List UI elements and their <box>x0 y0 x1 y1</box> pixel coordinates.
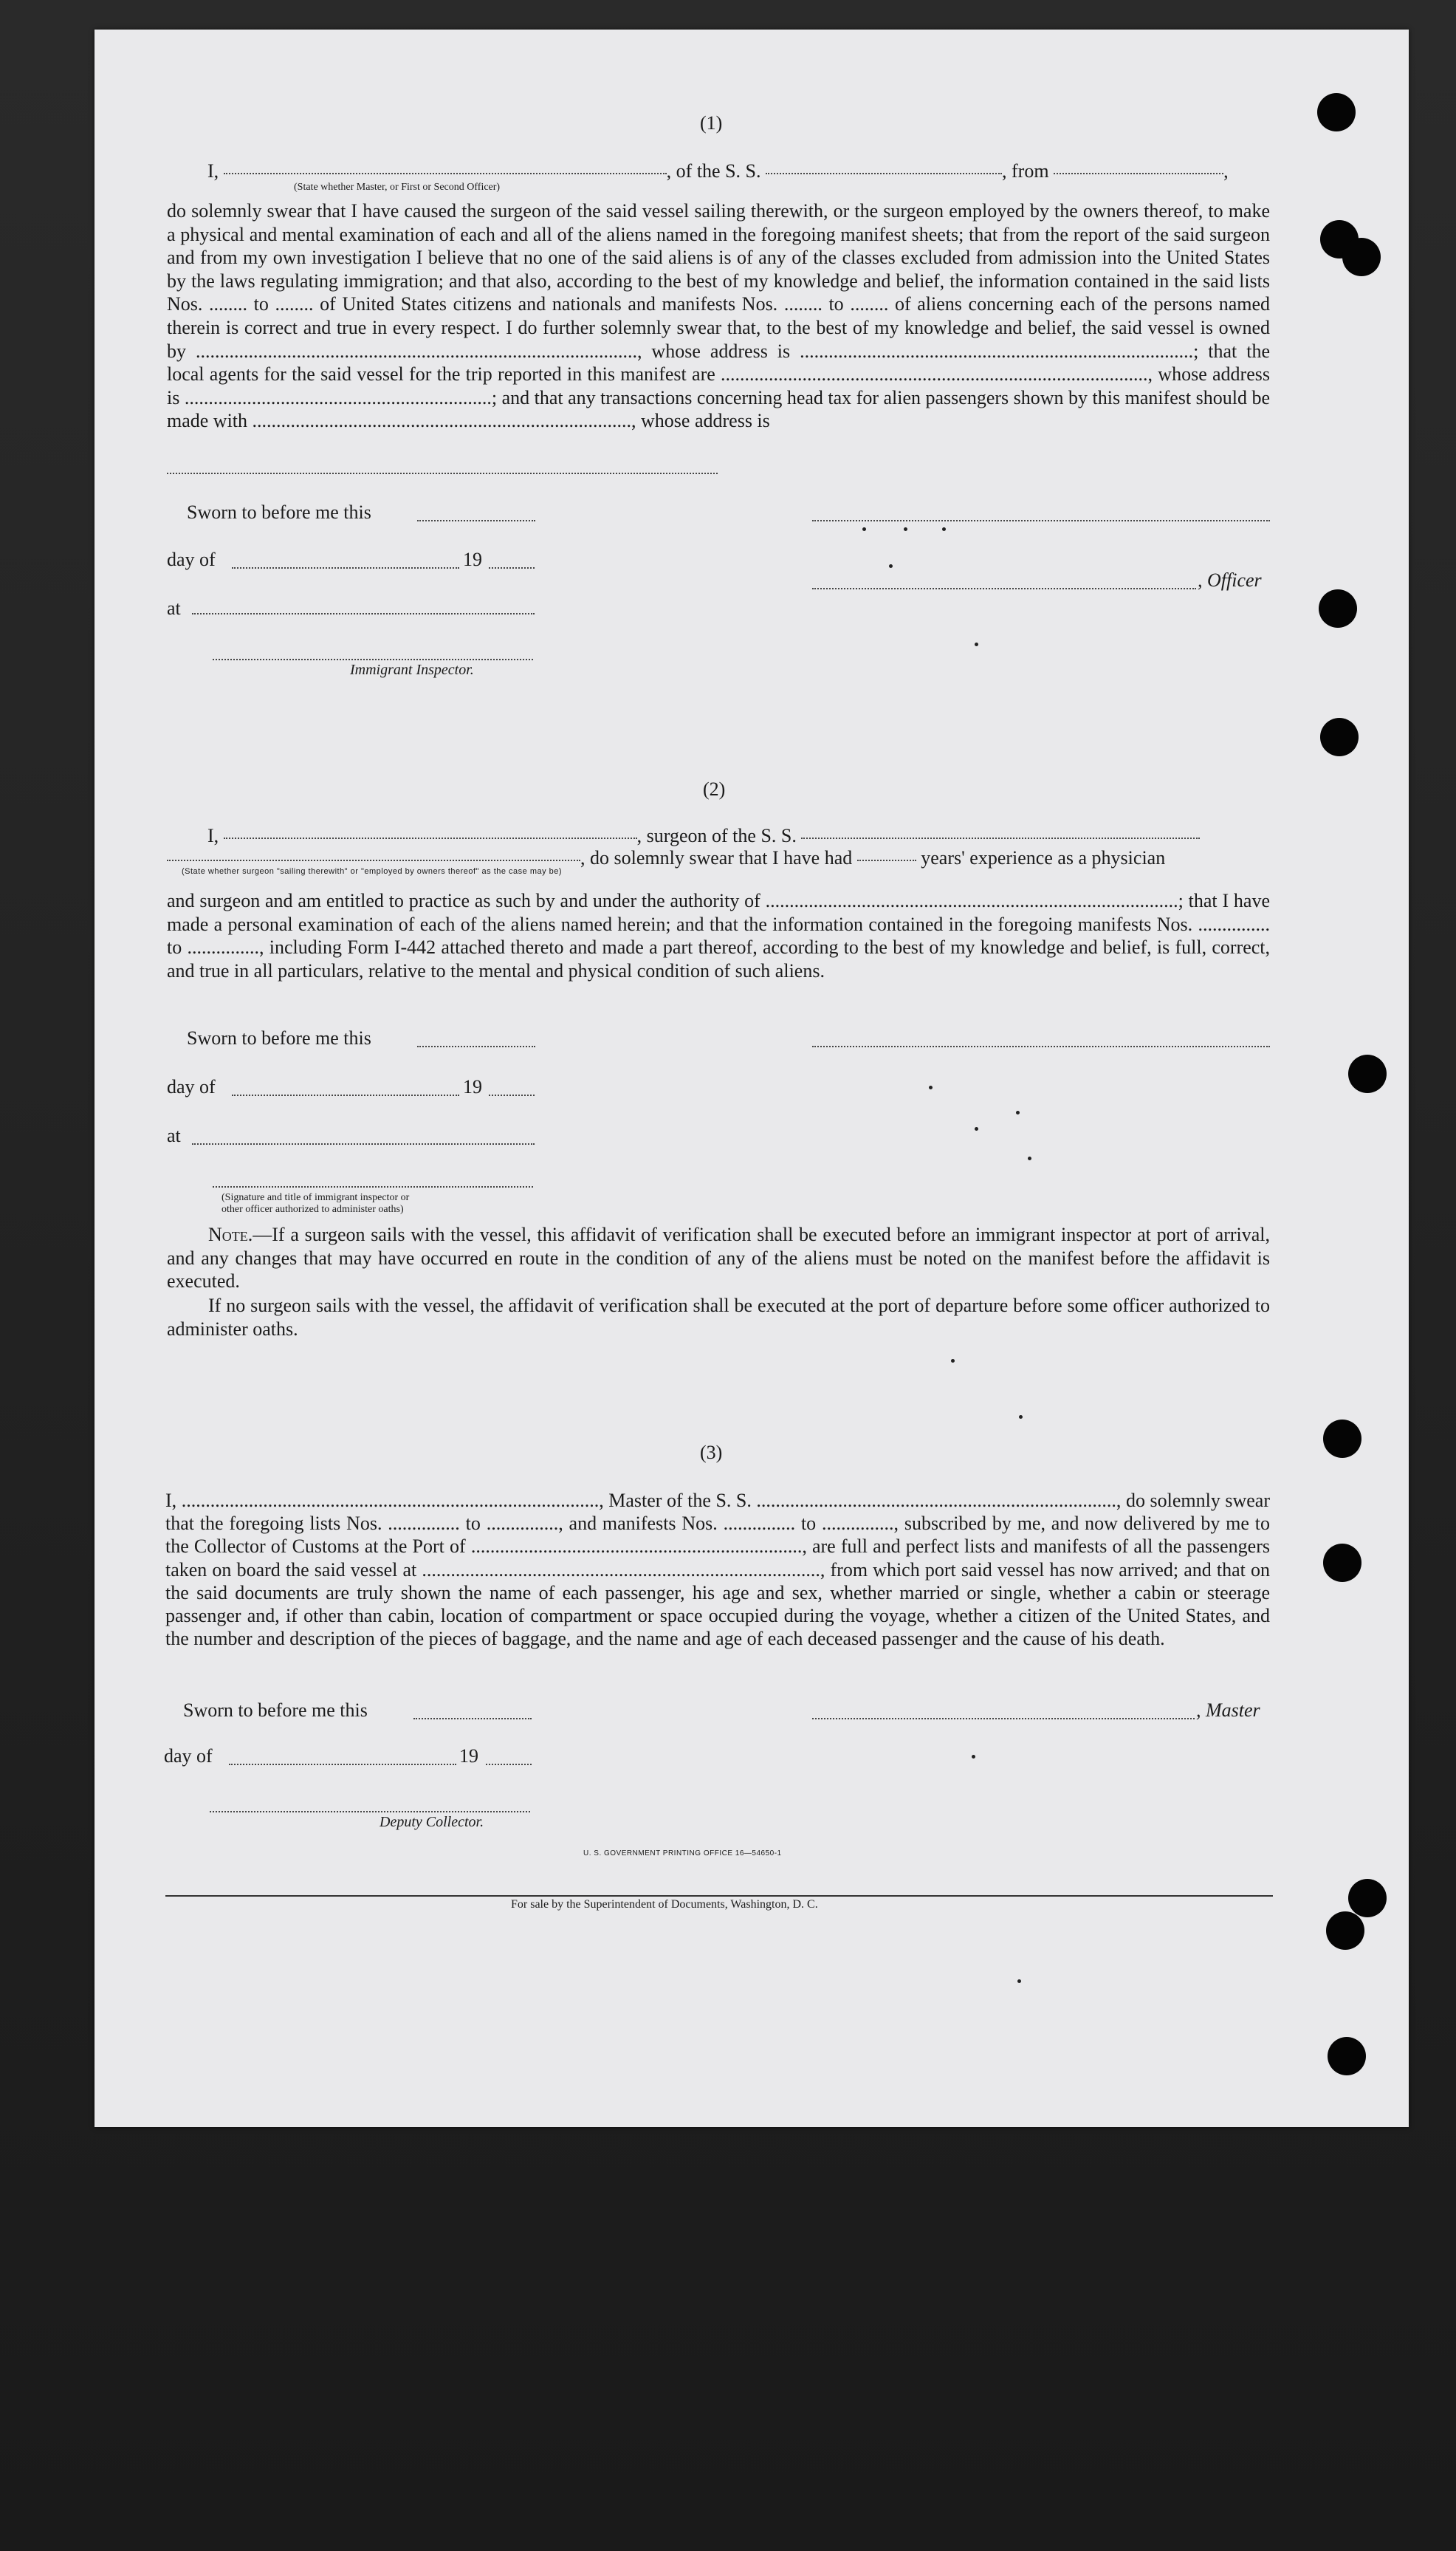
section-3-day-label: day of <box>164 1745 213 1767</box>
scan-speck <box>951 1359 955 1363</box>
section-2-line-1 <box>207 824 1200 848</box>
section-2-sworn-label: Sworn to before me this <box>187 1027 371 1049</box>
section-2-vessel-field[interactable] <box>801 838 1200 839</box>
section-2-sworn-field[interactable] <box>417 1046 535 1047</box>
surgeon-signature-line[interactable] <box>812 1046 1270 1047</box>
surgeon-name-field[interactable] <box>224 838 637 839</box>
scan-speck <box>1028 1157 1031 1160</box>
signature-note-line-1: (Signature and title of immigrant inspector or <box>222 1192 410 1203</box>
deputy-collector-label: Deputy Collector. <box>380 1814 484 1830</box>
note-heading: Note. <box>208 1224 253 1245</box>
section-1-signature-line[interactable] <box>812 520 1270 521</box>
section-1-year-field[interactable] <box>489 567 535 569</box>
surgeon-note-paragraph <box>167 1223 1270 1293</box>
surgeon-ss-label: , surgeon of the S. S. <box>636 825 797 846</box>
master-label: , Master <box>1196 1699 1260 1721</box>
years-experience-text: years' experience as a physician <box>921 847 1166 869</box>
scan-speck <box>929 1086 933 1089</box>
section-2-year-label: 19 <box>463 1076 482 1098</box>
section-2-day-label: day of <box>167 1076 216 1098</box>
section-2-day-field[interactable] <box>232 1095 459 1096</box>
officer-rank-field[interactable] <box>224 173 667 174</box>
punch-hole <box>1328 2037 1366 2075</box>
solemnly-swear-text: , do solemnly swear that I have had <box>580 847 853 869</box>
section-3-sworn-label: Sworn to before me this <box>183 1699 368 1721</box>
punch-hole <box>1319 589 1357 628</box>
section-1-day-field[interactable] <box>232 567 459 569</box>
form-page <box>95 30 1409 2127</box>
section-2-prefix: I, <box>207 825 219 846</box>
immigrant-inspector-label: Immigrant Inspector. <box>350 662 474 678</box>
address-continuation-line[interactable] <box>167 473 718 474</box>
inspector-signature-line[interactable] <box>213 659 533 660</box>
footer-rule <box>165 1895 1273 1897</box>
punch-hole <box>1323 1544 1361 1582</box>
section-3-number: (3) <box>700 1442 723 1463</box>
scan-speck <box>972 1755 975 1759</box>
section-1-sworn-label: Sworn to before me this <box>187 501 371 523</box>
printing-office-imprint: U. S. GOVERNMENT PRINTING OFFICE 16—54650-1 <box>583 1849 782 1857</box>
section-2-oath-text: and surgeon and am entitled to practice as such by and under the authority of ......................................................................................; that I have made a personal examination of each of the aliens named herein; and that the information contained in the foregoing manifests Nos. ............... to ..............., including Form I-442 attached thereto and made a part thereof, according to the best of my knowledge and belief, is full, correct, and true in all particulars, relative to the mental and physical condition of such aliens. <box>167 890 1270 982</box>
section-1-line-1 <box>207 160 1229 183</box>
punch-hole <box>1348 1055 1387 1093</box>
section-1-year-label: 19 <box>463 549 482 570</box>
scan-speck <box>975 643 978 646</box>
officer-rank-note: (State whether Master, or First or Second Officer) <box>294 182 501 193</box>
officer-signature-line[interactable] <box>812 588 1196 589</box>
officer-label: , Officer <box>1198 569 1262 591</box>
section-1-number: (1) <box>700 112 723 134</box>
scan-speck <box>889 564 893 568</box>
departure-port-field[interactable] <box>1054 173 1223 174</box>
section-2-number: (2) <box>703 778 726 800</box>
years-experience-field[interactable] <box>857 860 916 861</box>
scan-speck <box>862 527 866 531</box>
punch-hole <box>1326 1911 1364 1950</box>
scan-speck <box>942 527 946 531</box>
section-3-year-field[interactable] <box>486 1764 532 1765</box>
inspector-title-line[interactable] <box>213 1186 533 1188</box>
scan-speck <box>975 1127 978 1131</box>
scan-speck <box>1017 1979 1021 1983</box>
punch-hole <box>1320 718 1359 756</box>
section-3-year-label: 19 <box>459 1745 478 1767</box>
punch-hole <box>1348 1879 1387 1917</box>
section-3-sworn-field[interactable] <box>413 1718 532 1719</box>
punch-hole <box>1317 93 1356 131</box>
section-1-at-label: at <box>167 597 181 619</box>
line-end-comma: , <box>1223 160 1229 182</box>
sale-notice: For sale by the Superintendent of Documents, Washington, D. C. <box>511 1898 818 1911</box>
from-label: , from <box>1002 160 1049 182</box>
scan-speck <box>1016 1111 1020 1114</box>
section-1-oath-text: do solemnly swear that I have caused the surgeon of the said vessel sailing therewith, or the surgeon employed by the owners thereof, to make a physical and mental examination of each and all of the aliens named in the foregoing manifest sheets; that from the report of the said surgeon and from my own investigation I believe that no one of the said aliens is of any of the classes excluded from admission into the United States by the laws regulating immigration; and that also, according to the best of my knowledge and belief, the information contained in the said lists Nos. ........ to ........ of United States citizens and nationals and manifests Nos. ........ to ........ of aliens concerning each of the persons named therein is correct and true in every respect. I do further solemnly swear that, to the best of my knowledge and belief, the said vessel is owned by ............................................................................................, whose address is ..................................................................................; that the local agents for the said vessel for the trip reported in this manifest are ........................................................................................., whose address is ................................................................; and that any transactions concerning head tax for alien passengers shown by this manifest should be made with ..............................................................................., whose address is <box>167 200 1271 432</box>
section-1-prefix: I, <box>207 160 219 182</box>
of-ss-label: , of the S. S. <box>666 160 761 182</box>
punch-hole <box>1342 238 1381 276</box>
section-2-at-label: at <box>167 1125 181 1146</box>
scan-speck <box>904 527 907 531</box>
surgeon-status-field[interactable] <box>167 860 580 861</box>
vessel-name-field[interactable] <box>766 173 1002 174</box>
no-surgeon-note: If no surgeon sails with the vessel, the affidavit of verification shall be executed at the port of departure before some officer authorized to administer oaths. <box>167 1295 1270 1340</box>
punch-hole <box>1323 1420 1361 1458</box>
section-2-at-field[interactable] <box>192 1143 535 1145</box>
scan-speck <box>1019 1415 1023 1419</box>
note-text-1: —If a surgeon sails with the vessel, this affidavit of verification shall be executed before an immigrant inspector at port of arrival, and any changes that may have occurred en route in the condition of any of the aliens must be noted on the manifest before the affidavit is executed. <box>167 1224 1270 1292</box>
section-3-oath-text: I, ......................................................................................., Master of the S. S. ..........................................................................., do solemnly swear that the foregoing lists Nos. ............... to ..............., and manifests Nos. ............... to ..............., subscribed by me, and now delivered by me to the Collector of Customs at the Port of ....................................................................., are full and perfect lists and manifests of all the passengers taken on board the said vessel at ..................................................................................., from which port said vessel has now arrived; and that on the said documents are truly shown the name of each passenger, his age and sex, whether married or single, whether a cabin or steerage passenger and, if other than cabin, location of compartment or space occupied during the voyage, whether a citizen of the United States, and the number and description of the pieces of baggage, and the name and age of each deceased passenger and the cause of his death. <box>165 1490 1270 1650</box>
master-signature-line[interactable] <box>812 1718 1195 1719</box>
section-1-at-field[interactable] <box>192 613 535 614</box>
section-1-sworn-field[interactable] <box>417 520 535 521</box>
section-1-day-label: day of <box>167 549 216 570</box>
collector-signature-line[interactable] <box>210 1811 530 1812</box>
surgeon-status-note: (State whether surgeon "sailing therewith" or "employed by owners thereof" as the case may be) <box>182 867 563 876</box>
section-2-year-field[interactable] <box>489 1095 535 1096</box>
section-3-day-field[interactable] <box>229 1764 456 1765</box>
signature-note-line-2: other officer authorized to administer oaths) <box>222 1204 404 1215</box>
